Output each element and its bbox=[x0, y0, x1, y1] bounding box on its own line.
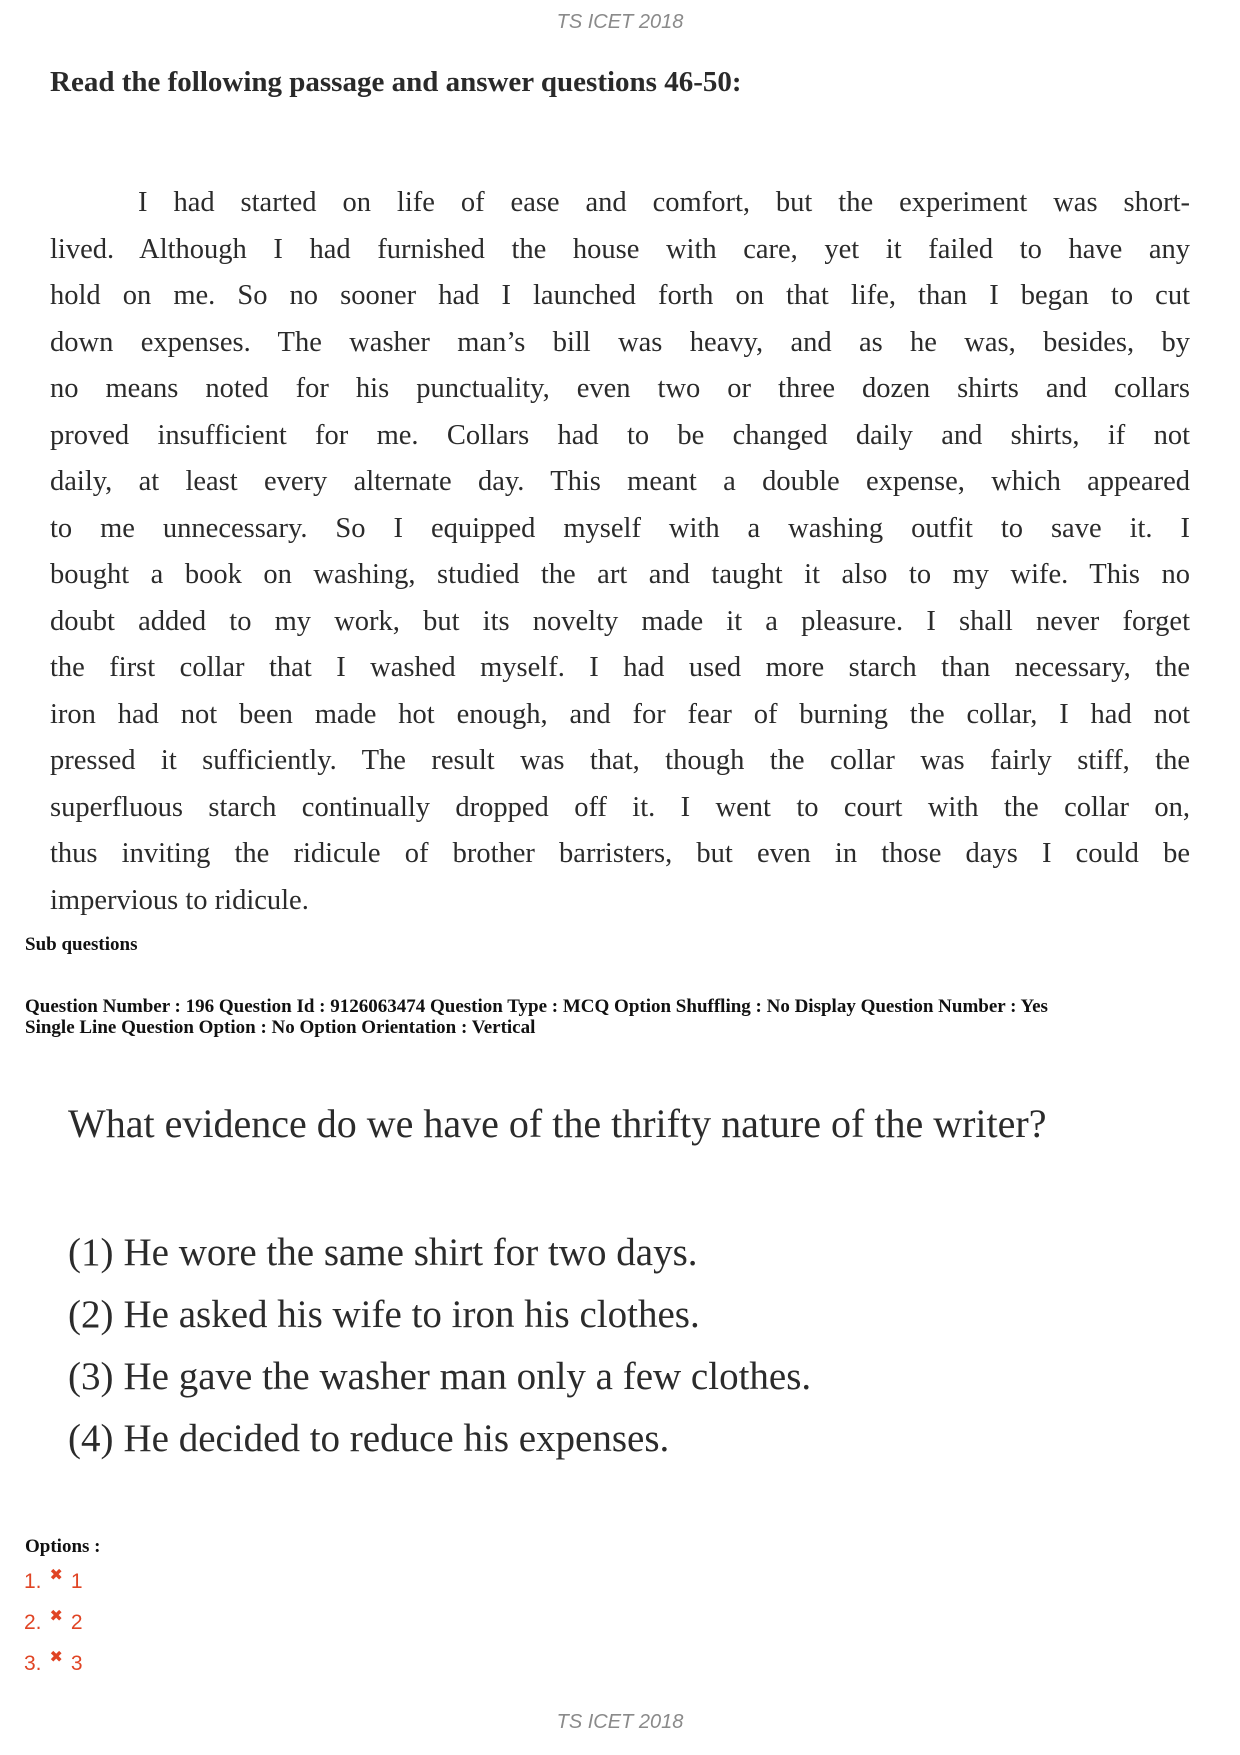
question-meta-line: Single Line Question Option : No Option Orientation : Vertical bbox=[25, 1017, 536, 1038]
sub-questions-label: Sub questions bbox=[25, 934, 138, 955]
answer-choice bbox=[68, 1346, 811, 1408]
answer-number: (3) bbox=[68, 1355, 114, 1398]
question-meta bbox=[25, 996, 1048, 1038]
passage-line: superfluous starch continually dropped off it. I went to court with the collar on, bbox=[50, 791, 1190, 823]
passage-line: hold on me. So no sooner had I launched forth on that life, than I began to cut bbox=[50, 280, 1190, 311]
passage-line: iron had not been made hot enough, and for fear of burning the collar, I had not bbox=[50, 698, 1190, 730]
answer-choice bbox=[68, 1408, 811, 1470]
option-value: 2 bbox=[70, 1611, 83, 1634]
passage-line: no means noted for his punctuality, even two or three dozen shirts and collars bbox=[50, 373, 1190, 404]
passage-line: the first collar that I washed myself. I had used more starch than necessary, the bbox=[50, 652, 1190, 683]
options-label: Options : bbox=[25, 1536, 101, 1557]
option-value: 3 bbox=[70, 1652, 83, 1675]
answer-text: He asked his wife to iron his clothes. bbox=[123, 1293, 700, 1336]
option-item bbox=[24, 1603, 83, 1644]
passage-line: lived. Although I had furnished the house with care, yet it failed to have any bbox=[50, 233, 1190, 265]
passage-text bbox=[50, 180, 1190, 920]
answer-text: He decided to reduce his expenses. bbox=[123, 1417, 670, 1460]
passage-heading: Read the following passage and answer questions 46-50: bbox=[50, 66, 742, 98]
option-index: 3. bbox=[24, 1652, 42, 1675]
passage-line: thus inviting the ridicule of brother barristers, but even in those days I could be bbox=[50, 838, 1190, 869]
question-text: What evidence do we have of the thrifty nature of the writer? bbox=[68, 1101, 1047, 1146]
passage-line: down expenses. The washer man’s bill was heavy, and as he was, besides, by bbox=[50, 326, 1190, 358]
passage-line: to me unnecessary. So I equipped myself with a washing outfit to save it. I bbox=[50, 512, 1190, 544]
answer-text: He wore the same shirt for two days. bbox=[123, 1231, 698, 1274]
option-item bbox=[24, 1562, 83, 1603]
cross-icon: ✖ bbox=[49, 1649, 63, 1666]
passage-line: impervious to ridicule. bbox=[50, 884, 309, 916]
answer-choices bbox=[68, 1222, 811, 1470]
question-meta-line: Question Number : 196 Question Id : 9126063474 Question Type : MCQ Option Shuffling : No Display Question Number : Yes bbox=[25, 996, 1048, 1017]
passage-line: I had started on life of ease and comfort, but the experiment was short- bbox=[138, 187, 1190, 218]
option-value: 1 bbox=[70, 1570, 83, 1593]
passage-line: pressed it sufficiently. The result was that, though the collar was fairly stiff, the bbox=[50, 745, 1190, 776]
passage-line: doubt added to my work, but its novelty made it a pleasure. I shall never forget bbox=[50, 605, 1190, 637]
passage-line: proved insufficient for me. Collars had to be changed daily and shirts, if not bbox=[50, 419, 1190, 451]
cross-icon: ✖ bbox=[49, 1608, 63, 1625]
answer-number: (2) bbox=[68, 1293, 114, 1336]
option-index: 2. bbox=[24, 1611, 42, 1634]
answer-choice bbox=[68, 1222, 811, 1284]
passage-line: bought a book on washing, studied the art and taught it also to my wife. This no bbox=[50, 559, 1190, 590]
answer-choice bbox=[68, 1284, 811, 1346]
cross-icon: ✖ bbox=[49, 1567, 63, 1584]
answer-number: (1) bbox=[68, 1231, 114, 1274]
option-index: 1. bbox=[24, 1570, 42, 1593]
options-list bbox=[24, 1562, 83, 1685]
option-item bbox=[24, 1644, 83, 1685]
page-footer: TS ICET 2018 bbox=[556, 1711, 684, 1733]
page-header: TS ICET 2018 bbox=[556, 11, 684, 33]
passage-line: daily, at least every alternate day. This meant a double expense, which appeared bbox=[50, 466, 1190, 497]
answer-number: (4) bbox=[68, 1417, 114, 1460]
answer-text: He gave the washer man only a few clothes. bbox=[123, 1355, 812, 1398]
